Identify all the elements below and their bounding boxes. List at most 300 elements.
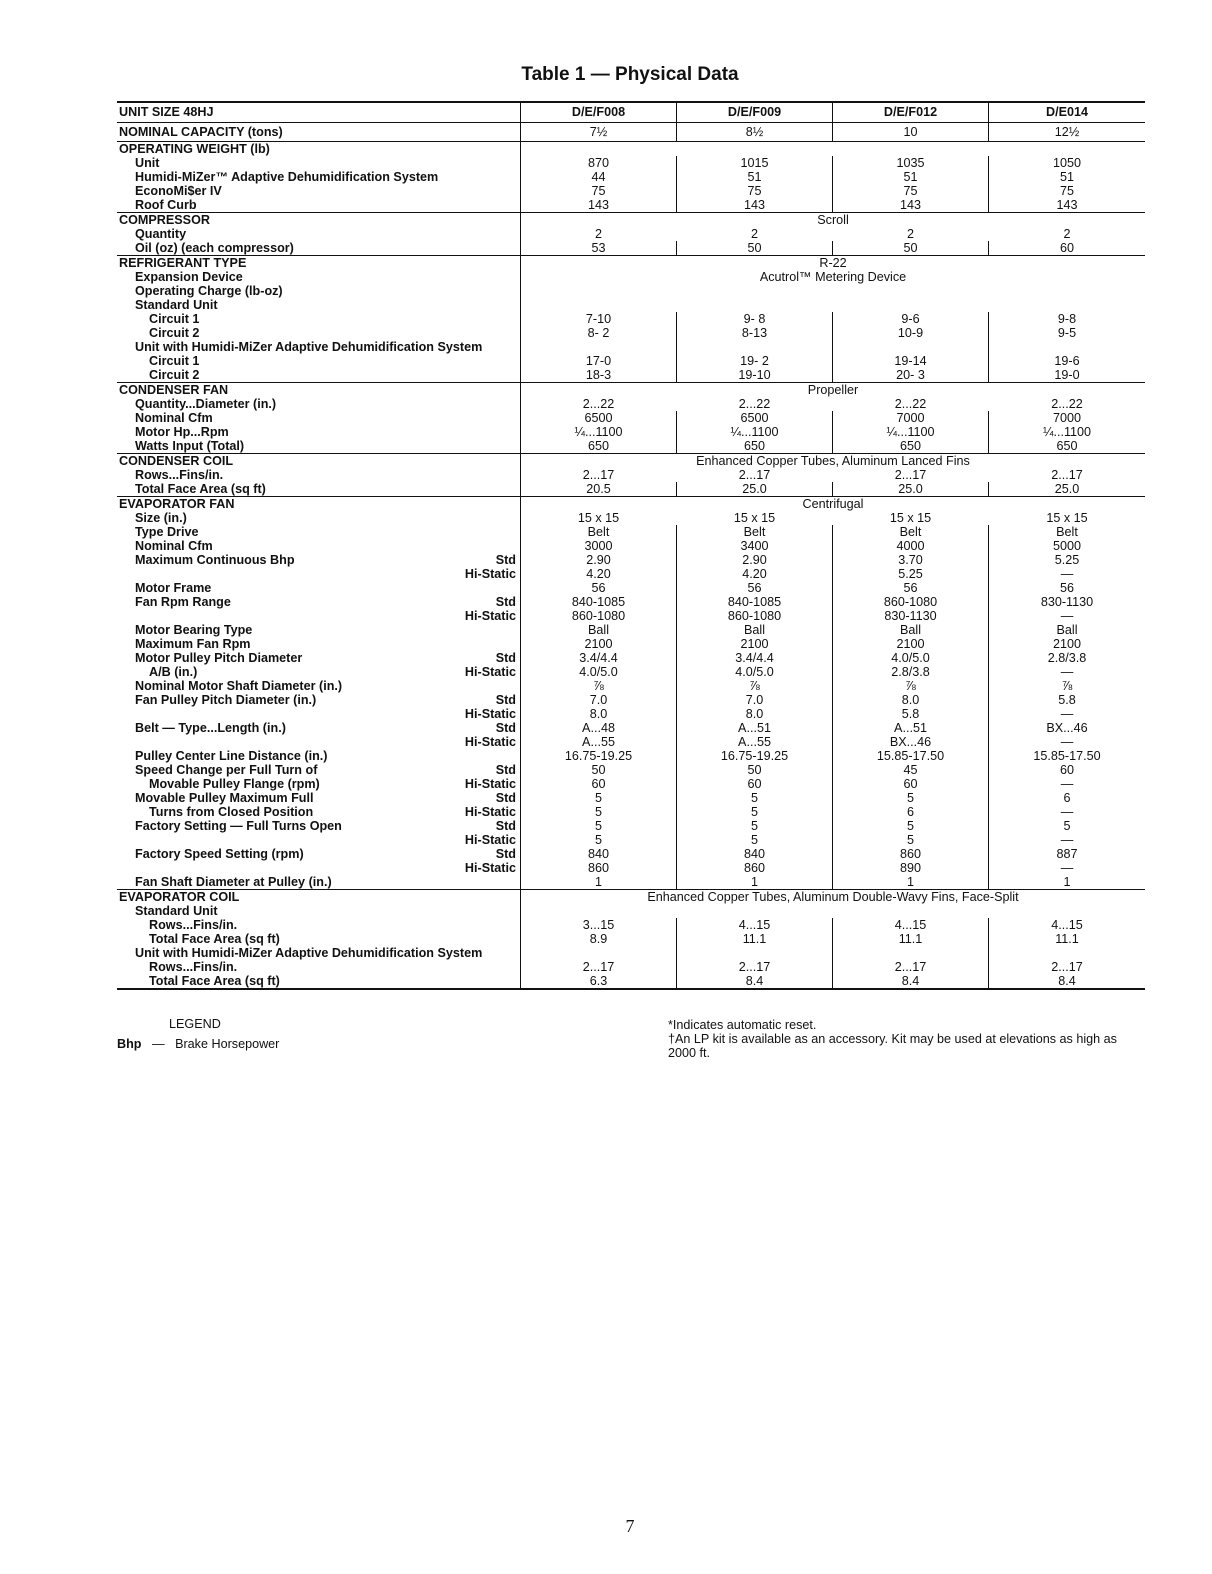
- table-row: [117, 382, 1145, 397]
- blank-value: [521, 284, 1145, 298]
- capacity-012: 10: [833, 123, 989, 141]
- section-heading: REFRIGERANT TYPE: [119, 256, 247, 270]
- table-row: [117, 411, 1145, 425]
- row-label-cell: [117, 637, 521, 651]
- table-row: [117, 482, 1145, 496]
- value-cell-0: 56: [521, 581, 677, 595]
- table-row: [117, 609, 1145, 623]
- value-cell-2: 2100: [833, 637, 989, 651]
- table-row: [117, 539, 1145, 553]
- table-row: [117, 875, 1145, 889]
- value-cell-3: 650: [1056, 439, 1078, 453]
- value-cell-1: 56: [677, 581, 833, 595]
- value-cell-3: 56: [1059, 581, 1074, 595]
- header-col-012: D/E/F012: [833, 103, 989, 122]
- row-label-cell: [117, 693, 521, 707]
- value-cell-3: 5: [1063, 819, 1071, 833]
- value-cell-0: 2...17: [521, 960, 677, 974]
- value-cell-2: 5.25: [833, 567, 989, 581]
- value-cell-0: 16.75-19.25: [521, 749, 677, 763]
- table-row: [117, 397, 1145, 411]
- table-row: [117, 918, 1145, 932]
- row-label: Size (in.): [135, 511, 187, 525]
- value-cell-2: 1035: [833, 156, 989, 170]
- table-row: [117, 679, 1145, 693]
- value-cell-0: 840: [521, 847, 677, 861]
- value-cell-3: 5.8: [1058, 693, 1076, 707]
- value-cell-1: 4...15: [677, 918, 833, 932]
- value-cell-3: 1: [1063, 875, 1071, 889]
- row-label-cell: [117, 511, 521, 525]
- row-label: Quantity...Diameter (in.): [135, 397, 277, 411]
- value-cell-2: [833, 904, 989, 918]
- value-cell-1: 75: [677, 184, 833, 198]
- value-cell-3: 8.4: [1058, 974, 1076, 988]
- value-cell-2: 60: [833, 777, 989, 791]
- row-label-cell: [117, 439, 521, 453]
- value-cell-0: ⅞: [521, 679, 677, 693]
- spanning-value: Scroll: [817, 213, 849, 227]
- row-label-cell: [117, 721, 521, 735]
- value-cell-2: Belt: [833, 525, 989, 539]
- value-cell-1: 2100: [677, 637, 833, 651]
- value-cell-1: 50: [677, 241, 833, 255]
- value-cell-1: A...55: [677, 735, 833, 749]
- row-variant-label: Hi-Static: [464, 805, 516, 819]
- table-row: [117, 312, 1145, 326]
- value-cell-2: 25.0: [833, 482, 989, 496]
- value-cell-1: [677, 904, 833, 918]
- value-cell-1: 50: [677, 763, 833, 777]
- value-cell-1: 19-10: [677, 368, 833, 382]
- row-label-cell: [117, 298, 521, 312]
- row-label: Motor Frame: [135, 581, 212, 595]
- value-cell-3: BX...46: [1046, 721, 1088, 735]
- row-label: Unit with Humidi-MiZer Adaptive Dehumidification System: [135, 946, 483, 960]
- table-row: [117, 637, 1145, 651]
- value-cell-2: 2: [906, 227, 914, 241]
- table-row: [117, 974, 1145, 990]
- row-variant-label: Hi-Static: [464, 707, 516, 721]
- value-cell-0: A...55: [521, 735, 677, 749]
- value-cell-0: 8.9: [521, 932, 677, 946]
- row-label: Pulley Center Line Distance (in.): [135, 749, 328, 763]
- row-label: Unit with Humidi-MiZer Adaptive Dehumidification System: [135, 340, 483, 354]
- row-label-cell: [117, 847, 521, 861]
- value-cell-0: 7.0: [521, 693, 677, 707]
- row-label-cell: [117, 425, 521, 439]
- table-row: [117, 270, 1145, 284]
- page-number: 7: [625, 1516, 635, 1536]
- value-cell-1: 8.4: [677, 974, 833, 988]
- header-col-008: D/E/F008: [521, 103, 677, 122]
- table-row: [117, 453, 1145, 468]
- row-label: Oil (oz) (each compressor): [135, 241, 294, 255]
- value-cell-3: 9-5: [1057, 326, 1077, 340]
- table-row: [117, 946, 1145, 960]
- row-label-cell: [117, 777, 521, 791]
- row-label-cell: [117, 679, 521, 693]
- table-row: [117, 763, 1145, 777]
- value-cell-2: 8.4: [833, 974, 989, 988]
- value-cell-1: ⅞: [677, 679, 833, 693]
- spanning-value: Centrifugal: [802, 497, 864, 511]
- row-label: EconoMi$er IV: [135, 184, 222, 198]
- row-label: Quantity: [135, 227, 187, 241]
- row-variant-label: Std: [495, 693, 516, 707]
- row-variant-label: Std: [495, 651, 516, 665]
- value-cell-2: 20- 3: [833, 368, 989, 382]
- row-label: Belt — Type...Length (in.): [135, 721, 286, 735]
- table-row: [117, 368, 1145, 382]
- section-heading: CONDENSER FAN: [119, 383, 229, 397]
- row-label-cell: [117, 974, 521, 988]
- section-heading: EVAPORATOR COIL: [119, 890, 240, 904]
- section-heading: COMPRESSOR: [119, 213, 210, 227]
- value-cell-3: —: [1060, 567, 1074, 581]
- table-row: [117, 255, 1145, 270]
- value-cell-0: 3000: [521, 539, 677, 553]
- value-cell-0: 8- 2: [521, 326, 677, 340]
- physical-data-table: [117, 101, 1145, 990]
- row-label: Humidi-MiZer™ Adaptive Dehumidification System: [135, 170, 439, 184]
- row-label-cell: [117, 497, 521, 511]
- table-row: [117, 142, 1145, 156]
- row-label-cell: [117, 932, 521, 946]
- section-heading: OPERATING WEIGHT (lb): [119, 142, 270, 156]
- row-label-cell: [117, 735, 521, 749]
- value-cell-3: —: [1060, 665, 1074, 679]
- value-cell-2: 5.8: [833, 707, 989, 721]
- row-label: Total Face Area (sq ft): [149, 932, 280, 946]
- value-cell-3: —: [1060, 735, 1074, 749]
- row-label-cell: [117, 833, 521, 847]
- table-row: [117, 904, 1145, 918]
- row-label-cell: [117, 595, 521, 609]
- value-cell-3: —: [1060, 777, 1074, 791]
- value-cell-1: 650: [677, 439, 833, 453]
- table-row: [117, 777, 1145, 791]
- value-cell-1: 143: [677, 198, 833, 212]
- row-label-cell: [117, 198, 521, 212]
- value-cell-3: 2: [1063, 227, 1071, 241]
- value-cell-3: 60: [1059, 763, 1074, 777]
- row-variant-label: Std: [495, 791, 516, 805]
- value-cell-2: 4.0/5.0: [833, 651, 989, 665]
- value-cell-3: 2100: [1052, 637, 1082, 651]
- value-cell-3: 15.85-17.50: [1033, 749, 1101, 763]
- row-variant-label: Hi-Static: [464, 777, 516, 791]
- value-cell-0: Ball: [521, 623, 677, 637]
- spanning-value: Enhanced Copper Tubes, Aluminum Lanced Fins: [696, 454, 970, 468]
- capacity-009: 8½: [677, 123, 833, 141]
- table-row: [117, 170, 1145, 184]
- row-variant-label: Hi-Static: [464, 567, 516, 581]
- value-cell-0: 860-1080: [521, 609, 677, 623]
- table-row: [117, 156, 1145, 170]
- value-cell-3: 75: [1059, 184, 1074, 198]
- value-cell-0: 143: [521, 198, 677, 212]
- value-cell-1: 16.75-19.25: [677, 749, 833, 763]
- value-cell-3: [989, 946, 1145, 960]
- blank-value: [521, 142, 1145, 156]
- legend-meaning: Brake Horsepower: [175, 1037, 280, 1051]
- capacity-008: 7½: [521, 123, 677, 141]
- row-label-cell: [117, 270, 521, 284]
- row-label: Standard Unit: [135, 904, 218, 918]
- value-cell-1: 7.0: [677, 693, 833, 707]
- row-label-cell: [117, 326, 521, 340]
- table-row: [117, 805, 1145, 819]
- section-heading: EVAPORATOR FAN: [119, 497, 235, 511]
- value-cell-0: 18-3: [521, 368, 677, 382]
- table-row: [117, 525, 1145, 539]
- row-label: Fan Rpm Range: [135, 595, 231, 609]
- value-cell-0: 5: [521, 805, 677, 819]
- row-label: Circuit 2: [149, 326, 200, 340]
- value-cell-2: 50: [833, 241, 989, 255]
- value-cell-2: 143: [833, 198, 989, 212]
- table-row: [117, 735, 1145, 749]
- header-label: UNIT SIZE 48HJ: [117, 103, 521, 122]
- value-cell-2: 8.0: [833, 693, 989, 707]
- table-row: [117, 354, 1145, 368]
- value-cell-2: 890: [833, 861, 989, 875]
- table-row: [117, 861, 1145, 875]
- table-row: [117, 553, 1145, 567]
- row-label-cell: [117, 707, 521, 721]
- row-label: Unit: [135, 156, 160, 170]
- value-cell-3: [989, 298, 1145, 312]
- value-cell-0: 5: [521, 833, 677, 847]
- value-cell-3: 60: [1059, 241, 1074, 255]
- value-cell-0: [521, 298, 677, 312]
- table-row: [117, 212, 1145, 227]
- value-cell-0: 860: [521, 861, 677, 875]
- value-cell-2: BX...46: [833, 735, 989, 749]
- row-label-cell: [117, 539, 521, 553]
- value-cell-2: 5: [833, 833, 989, 847]
- header-col-014: D/E014: [1045, 105, 1088, 119]
- row-label-cell: [117, 256, 521, 270]
- row-label: Turns from Closed Position: [149, 805, 314, 819]
- table-row: [117, 749, 1145, 763]
- value-cell-2: [833, 946, 989, 960]
- value-cell-1: 3400: [677, 539, 833, 553]
- nominal-capacity-row: [117, 123, 1145, 142]
- value-cell-3: 9-8: [1057, 312, 1077, 326]
- row-label-cell: [117, 904, 521, 918]
- value-cell-0: 3...15: [521, 918, 677, 932]
- table-row: [117, 623, 1145, 637]
- table-row: [117, 496, 1145, 511]
- value-cell-2: 56: [833, 581, 989, 595]
- row-label-cell: [117, 142, 521, 156]
- value-cell-2: 4...15: [833, 918, 989, 932]
- table-row: [117, 665, 1145, 679]
- value-cell-1: [677, 946, 833, 960]
- row-label-cell: [117, 340, 521, 354]
- table-row: [117, 693, 1145, 707]
- table-row: [117, 326, 1145, 340]
- value-cell-0: 5: [521, 791, 677, 805]
- value-cell-0: 75: [521, 184, 677, 198]
- value-cell-2: A...51: [833, 721, 989, 735]
- table-row: [117, 340, 1145, 354]
- value-cell-3: ¼...1100: [1042, 425, 1092, 439]
- row-label: Fan Pulley Pitch Diameter (in.): [135, 693, 317, 707]
- table-title: Table 1 — Physical Data: [521, 64, 739, 85]
- value-cell-0: 60: [521, 777, 677, 791]
- value-cell-0: 8.0: [521, 707, 677, 721]
- value-cell-1: 1015: [677, 156, 833, 170]
- table-row: [117, 241, 1145, 255]
- value-cell-2: 1: [833, 875, 989, 889]
- row-label-cell: [117, 875, 521, 889]
- value-cell-0: [521, 340, 677, 354]
- table-row: [117, 439, 1145, 453]
- value-cell-0: 2...22: [582, 397, 615, 411]
- value-cell-0: 53: [521, 241, 677, 255]
- value-cell-1: 840-1085: [677, 595, 833, 609]
- footnotes: [668, 1018, 1148, 1060]
- row-label-cell: [117, 156, 521, 170]
- row-label: Factory Setting — Full Turns Open: [135, 819, 342, 833]
- capacity-014: 12½: [1054, 125, 1080, 139]
- table-row: [117, 847, 1145, 861]
- value-cell-0: 4.20: [521, 567, 677, 581]
- table-row: [117, 791, 1145, 805]
- row-label-cell: [117, 397, 521, 411]
- value-cell-3: 19-6: [1054, 354, 1080, 368]
- row-label: Total Face Area (sq ft): [149, 974, 280, 988]
- row-label: Type Drive: [135, 525, 199, 539]
- row-label: Motor Hp...Rpm: [135, 425, 229, 439]
- value-cell-0: [521, 904, 677, 918]
- value-cell-1: 11.1: [677, 932, 833, 946]
- value-cell-3: Ball: [1056, 623, 1078, 637]
- value-cell-0: 650: [521, 439, 677, 453]
- row-label-cell: [117, 284, 521, 298]
- value-cell-1: 860: [677, 861, 833, 875]
- value-cell-3: —: [1060, 861, 1074, 875]
- value-cell-2: 15 x 15: [889, 511, 932, 525]
- table-row: [117, 184, 1145, 198]
- table-row: [117, 298, 1145, 312]
- legend-abbr: Bhp: [117, 1037, 142, 1051]
- value-cell-3: 25.0: [1054, 482, 1080, 496]
- value-cell-3: 5.25: [1054, 553, 1080, 567]
- value-cell-2: ¼...1100: [833, 425, 989, 439]
- value-cell-1: ¼...1100: [677, 425, 833, 439]
- value-cell-3: 143: [1056, 198, 1078, 212]
- row-label: Circuit 1: [149, 312, 200, 326]
- table-row: [117, 581, 1145, 595]
- value-cell-2: 5: [833, 819, 989, 833]
- value-cell-1: 1: [677, 875, 833, 889]
- value-cell-3: 2...17: [1051, 468, 1083, 482]
- row-label-cell: [117, 227, 521, 241]
- value-cell-2: 7000: [833, 411, 989, 425]
- table-row: [117, 511, 1145, 525]
- table-row: [117, 567, 1145, 581]
- capacity-label: NOMINAL CAPACITY (tons): [117, 123, 521, 141]
- legend-heading: LEGEND: [169, 1017, 221, 1031]
- value-cell-2: 15.85-17.50: [833, 749, 989, 763]
- value-cell-3: 5000: [1052, 539, 1082, 553]
- value-cell-1: 4.0/5.0: [677, 665, 833, 679]
- value-cell-3: —: [1060, 707, 1074, 721]
- value-cell-0: 3.4/4.4: [521, 651, 677, 665]
- value-cell-2: 2.8/3.8: [833, 665, 989, 679]
- value-cell-3: [989, 904, 1145, 918]
- value-cell-0: ¼...1100: [521, 425, 677, 439]
- value-cell-1: Ball: [677, 623, 833, 637]
- value-cell-2: 11.1: [833, 932, 989, 946]
- value-cell-1: 8-13: [677, 326, 833, 340]
- section-heading: CONDENSER COIL: [119, 454, 234, 468]
- row-label: Nominal Cfm: [135, 539, 213, 553]
- value-cell-1: 2.90: [677, 553, 833, 567]
- row-label-cell: [117, 946, 521, 960]
- table-row: [117, 227, 1145, 241]
- value-cell-2: [833, 298, 989, 312]
- value-cell-3: —: [1060, 833, 1074, 847]
- footnote-lp-kit: †An LP kit is available as an accessory. Kit may be used at elevations as high as 2000 ft.: [668, 1032, 1117, 1060]
- footnote-auto-reset: *Indicates automatic reset.: [668, 1018, 817, 1032]
- value-cell-3: 6: [1063, 791, 1071, 805]
- table-row: [117, 889, 1145, 904]
- value-cell-2: Ball: [833, 623, 989, 637]
- value-cell-2: 19-14: [833, 354, 989, 368]
- row-label-cell: [117, 241, 521, 255]
- value-cell-1: 2...17: [677, 960, 833, 974]
- value-cell-2: 4000: [833, 539, 989, 553]
- value-cell-1: 5: [677, 819, 833, 833]
- value-cell-1: 15 x 15: [733, 511, 776, 525]
- row-label: A/B (in.): [149, 665, 198, 679]
- row-variant-label: Hi-Static: [464, 735, 516, 749]
- value-cell-1: 3.4/4.4: [677, 651, 833, 665]
- row-label: Movable Pulley Maximum Full: [135, 791, 314, 805]
- row-label: Fan Shaft Diameter at Pulley (in.): [135, 875, 332, 889]
- value-cell-1: 840: [677, 847, 833, 861]
- row-label-cell: [117, 482, 521, 496]
- value-cell-3: 51: [1059, 170, 1074, 184]
- value-cell-1: 5: [677, 805, 833, 819]
- value-cell-1: 5: [677, 791, 833, 805]
- value-cell-3: 1050: [1052, 156, 1082, 170]
- value-cell-0: 7-10: [521, 312, 677, 326]
- value-cell-1: 6500: [677, 411, 833, 425]
- value-cell-2: 2...17: [833, 960, 989, 974]
- spanning-value: R-22: [819, 256, 847, 270]
- value-cell-2: 75: [833, 184, 989, 198]
- value-cell-0: 5: [521, 819, 677, 833]
- table-row: [117, 819, 1145, 833]
- value-cell-1: [677, 298, 833, 312]
- row-variant-label: Std: [495, 847, 516, 861]
- row-variant-label: Std: [495, 763, 516, 777]
- value-cell-2: 2...17: [894, 468, 927, 482]
- row-label-cell: [117, 553, 521, 567]
- value-cell-3: 2...22: [1051, 397, 1083, 411]
- legend-dash: —: [151, 1037, 165, 1051]
- row-label-cell: [117, 368, 521, 382]
- row-label-cell: [117, 581, 521, 595]
- value-cell-2: 6: [833, 805, 989, 819]
- value-cell-1: 8.0: [677, 707, 833, 721]
